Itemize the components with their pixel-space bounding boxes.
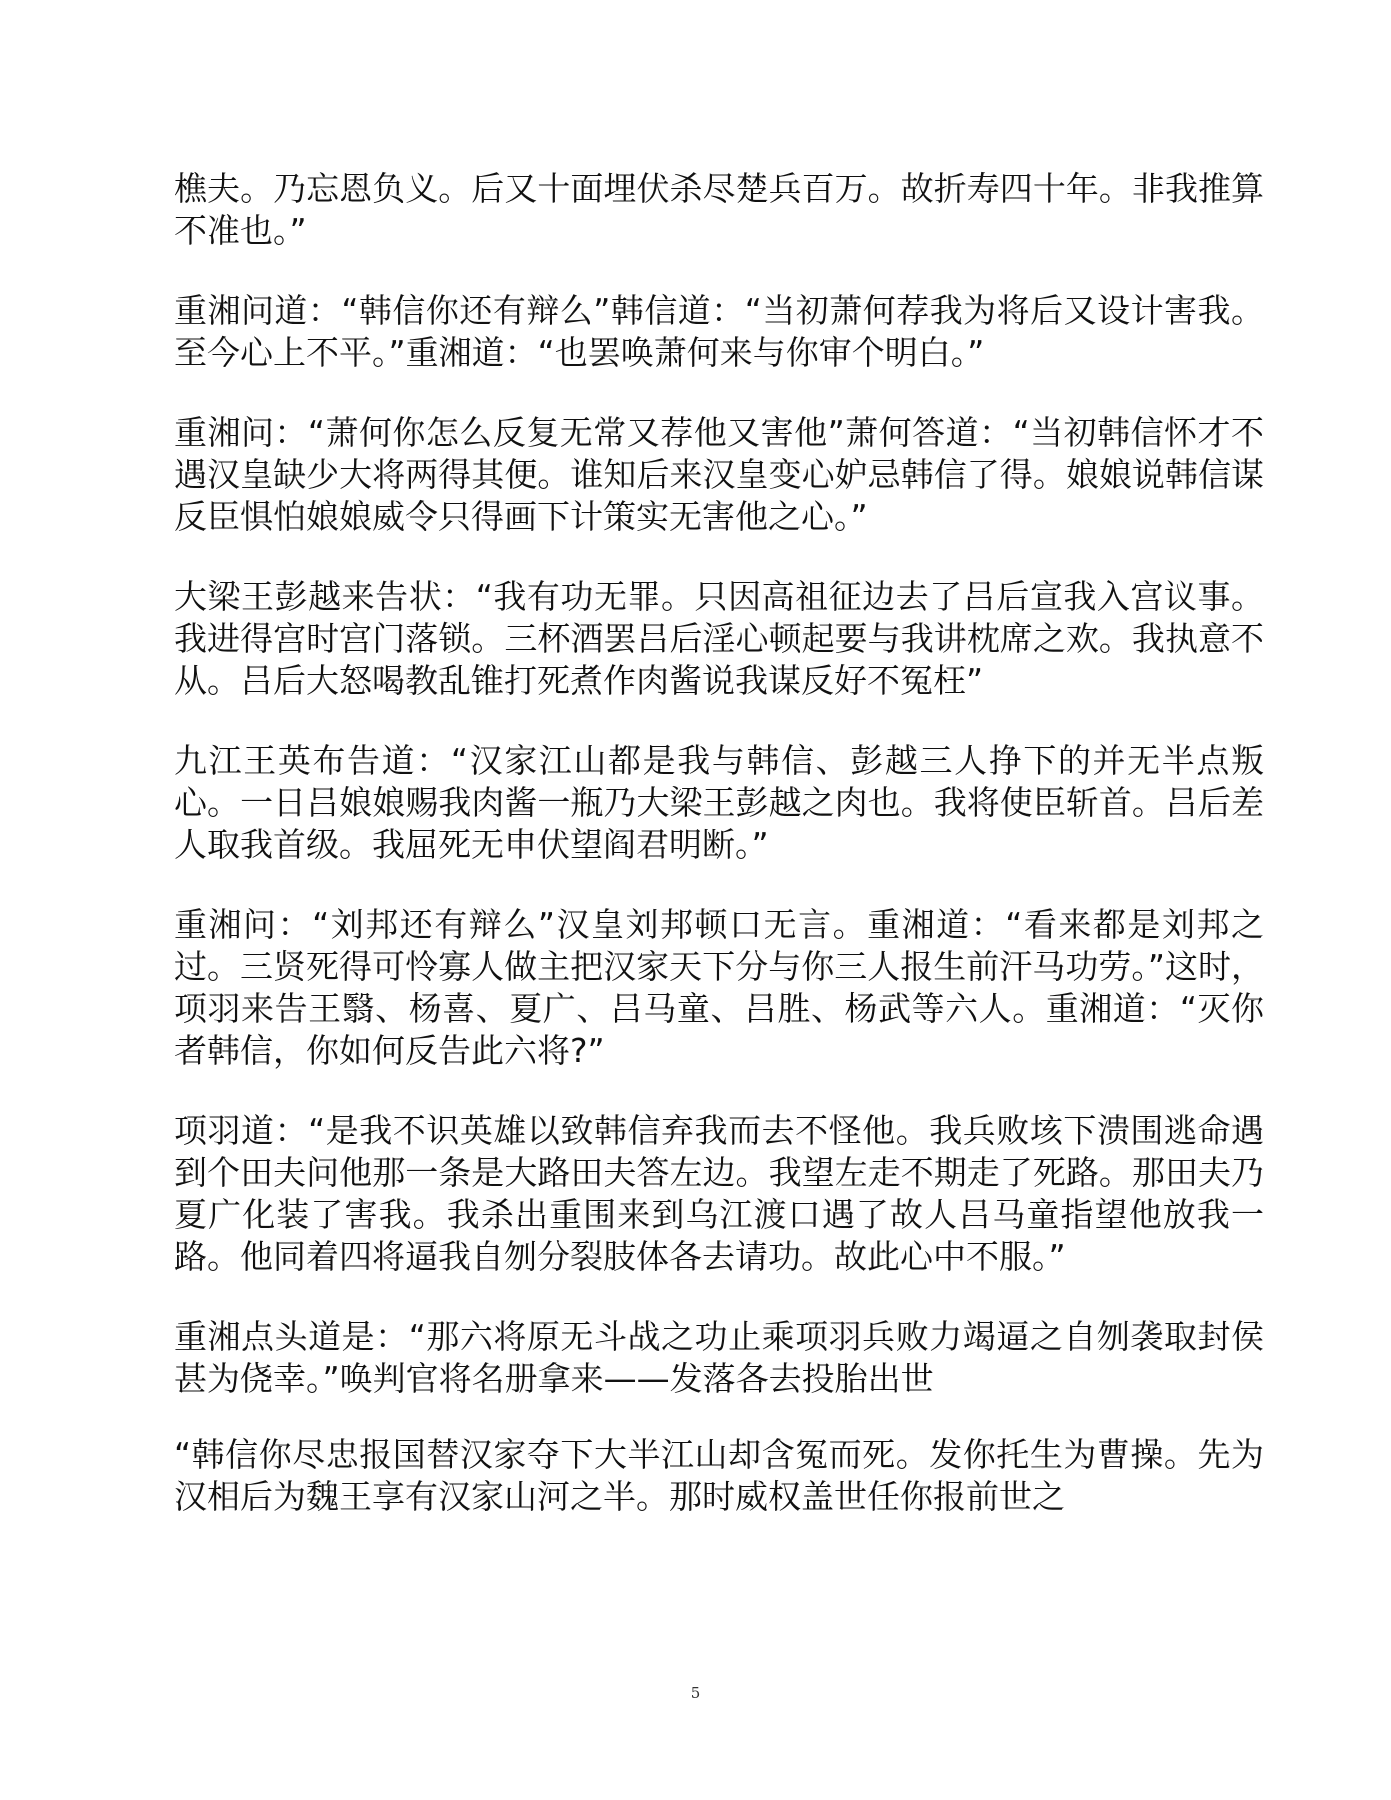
paragraph-1: 樵夫。乃忘恩负义。后又十面埋伏杀尽楚兵百万。故折寿四十年。非我推算不准也。”	[174, 169, 1264, 250]
paragraph-6: 重湘问：“刘邦还有辩么”汉皇刘邦顿口无言。重湘道：“看来都是刘邦之过。三贤死得可怜寡人做主把汉家天下分与你三人报生前汗马功劳。”这时，项羽来告王翳、杨喜、夏广、吕马童、吕胜、杨武等六人。重湘道：“灭你者韩信，你如何反告此六将?”	[174, 905, 1264, 1070]
paragraph-7: 项羽道：“是我不识英雄以致韩信弃我而去不怪他。我兵败垓下溃围逃命遇到个田夫问他那一条是大路田夫答左边。我望左走不期走了死路。那田夫乃夏广化装了害我。我杀出重围来到乌江渡口遇了故人吕马童指望他放我一路。他同着四将逼我自刎分裂肢体各去请功。故此心中不服。”	[174, 1111, 1264, 1276]
paragraph-4: 大梁王彭越来告状：“我有功无罪。只因高祖征边去了吕后宣我入宫议事。我进得宫时宫门落锁。三杯酒罢吕后淫心顿起要与我讲枕席之欢。我执意不从。吕后大怒喝教乱锥打死煮作肉酱说我谋反好不冤枉”	[174, 577, 1264, 700]
paragraph-2: 重湘问道：“韩信你还有辩么”韩信道：“当初萧何荐我为将后又设计害我。至今心上不平。”重湘道：“也罢唤萧何来与你审个明白。”	[174, 291, 1264, 372]
page-number: 5	[690, 1684, 701, 1702]
paragraph-5: 九江王英布告道：“汉家江山都是我与韩信、彭越三人挣下的并无半点叛心。一日吕娘娘赐我肉酱一瓶乃大梁王彭越之肉也。我将使臣斩首。吕后差人取我首级。我屈死无申伏望阎君明断。”	[174, 741, 1264, 864]
paragraph-3: 重湘问：“萧何你怎么反复无常又荐他又害他”萧何答道：“当初韩信怀才不遇汉皇缺少大将两得其便。谁知后来汉皇变心妒忌韩信了得。娘娘说韩信谋反臣惧怕娘娘威令只得画下计策实无害他之心。”	[174, 413, 1264, 536]
paragraph-8: 重湘点头道是：“那六将原无斗战之功止乘项羽兵败力竭逼之自刎袭取封侯甚为侥幸。”唤判官将名册拿来——发落各去投胎出世	[174, 1317, 1264, 1398]
body-text	[174, 168, 1264, 1556]
paragraph-9: “韩信你尽忠报国替汉家夺下大半江山却含冤而死。发你托生为曹操。先为汉相后为魏王享有汉家山河之半。那时威权盖世任你报前世之	[174, 1435, 1264, 1516]
